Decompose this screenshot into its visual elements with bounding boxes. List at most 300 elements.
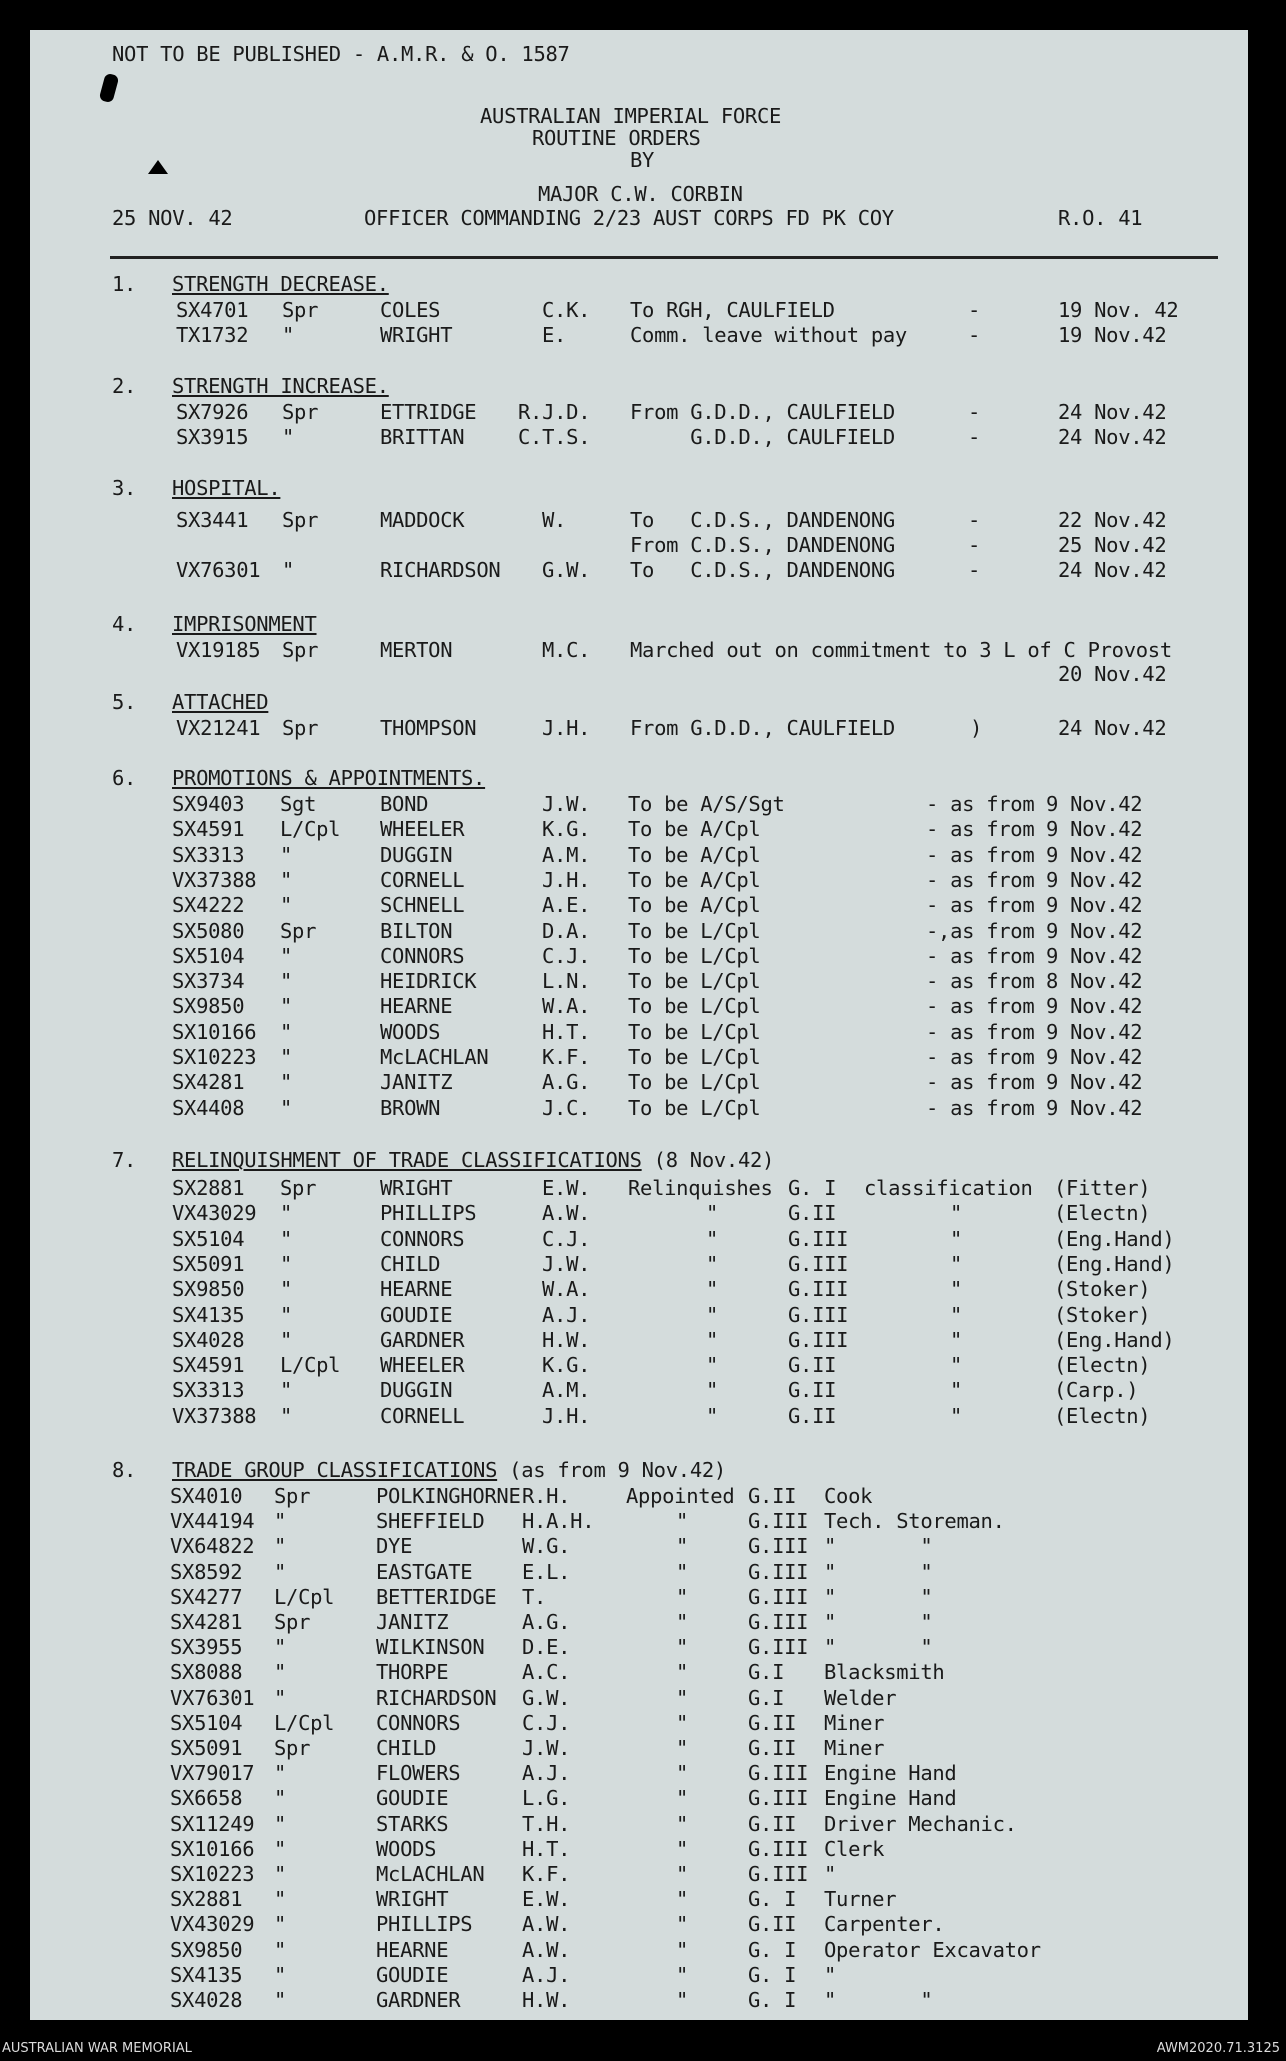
service-number: VX79017 xyxy=(170,1761,255,1786)
effective-date: 24 Nov.42 xyxy=(1058,400,1167,424)
section-title: HOSPITAL. xyxy=(172,476,281,500)
service-number: SX4277 xyxy=(170,1584,243,1609)
surname: GOUDIE xyxy=(376,1786,449,1811)
initials: M.C. xyxy=(542,638,591,662)
classification-word: " xyxy=(950,1251,963,1276)
initials: A.G. xyxy=(522,1610,571,1634)
service-number: SX5091 xyxy=(172,1251,245,1276)
unit-line: OFFICER COMMANDING 2/23 AUST CORPS FD PK COY xyxy=(364,206,894,230)
surname: GARDNER xyxy=(380,1327,465,1352)
trade-grade: G.II xyxy=(788,1378,837,1403)
as-from: - as from xyxy=(926,817,1035,842)
surname: MADDOCK xyxy=(380,508,465,532)
initials: A.W. xyxy=(522,1912,571,1937)
rank: " xyxy=(280,1095,293,1120)
appointment-action: " xyxy=(676,1610,689,1634)
section-number: 8. xyxy=(112,1458,137,1482)
trade: Turner xyxy=(824,1887,897,1912)
trade-grade: G.III xyxy=(748,1610,809,1634)
classification-word: " xyxy=(950,1277,963,1302)
rank: L/Cpl xyxy=(274,1584,335,1609)
surname: BRITTAN xyxy=(380,425,465,449)
rank: " xyxy=(274,1912,287,1937)
rank: Sgt xyxy=(280,792,317,816)
initials: K.G. xyxy=(542,817,591,842)
relinquish-action: " xyxy=(706,1353,719,1378)
appointment-detail: To be A/Cpl xyxy=(628,867,761,892)
trade-grade: G.III xyxy=(788,1226,849,1251)
effective-date: 9 Nov.42 xyxy=(1046,817,1143,842)
trade-grade: G.III xyxy=(748,1862,809,1886)
surname: McLACHLAN xyxy=(380,1045,489,1069)
punch-hole xyxy=(99,73,120,104)
appointment-action: Appointed xyxy=(626,1484,735,1508)
surname: CONNORS xyxy=(376,1710,461,1735)
dash: - xyxy=(968,400,981,424)
trade: (Carp.) xyxy=(1054,1378,1139,1403)
surname: HEARNE xyxy=(376,1937,449,1962)
initials: R.J.D. xyxy=(518,400,591,424)
surname: CHILD xyxy=(376,1736,437,1760)
initials: C.K. xyxy=(542,298,591,322)
trade: Miner xyxy=(824,1736,885,1760)
service-number: SX9850 xyxy=(172,994,245,1019)
surname: CONNORS xyxy=(380,943,465,968)
rank: " xyxy=(274,1761,287,1786)
surname: BOND xyxy=(380,792,429,816)
rank: " xyxy=(282,425,295,449)
initials: J.C. xyxy=(542,1095,591,1120)
section-heading xyxy=(172,766,485,790)
as-from: - as from xyxy=(926,943,1035,968)
section-heading xyxy=(172,272,389,296)
section-title: STRENGTH INCREASE. xyxy=(172,374,389,398)
rank: " xyxy=(280,1378,293,1403)
appointment-action: " xyxy=(676,1988,689,2012)
title-line: MAJOR C.W. CORBIN xyxy=(538,182,743,206)
service-number: SX5091 xyxy=(170,1736,243,1760)
service-number: SX9850 xyxy=(172,1277,245,1302)
initials: C.T.S. xyxy=(518,425,591,449)
surname: SCHNELL xyxy=(380,893,465,918)
surname: HEARNE xyxy=(380,1277,453,1302)
section-number: 5. xyxy=(112,690,137,714)
surname: GOUDIE xyxy=(376,1962,449,1987)
as-from: - as from xyxy=(926,1045,1035,1069)
rank: " xyxy=(274,1534,287,1559)
section-number: 2. xyxy=(112,374,137,398)
initials: D.E. xyxy=(522,1635,571,1660)
appointment-action: " xyxy=(676,1509,689,1534)
initials: L.N. xyxy=(542,969,591,994)
order-number: R.O. 41 xyxy=(1058,206,1143,230)
effective-date: 9 Nov.42 xyxy=(1046,918,1143,943)
appointment-detail: To be A/Cpl xyxy=(628,817,761,842)
trade-grade: G.III xyxy=(788,1251,849,1276)
rank: " xyxy=(280,1327,293,1352)
appointment-detail: To be L/Cpl xyxy=(628,1045,761,1069)
surname: GARDNER xyxy=(376,1988,461,2012)
initials: A.E. xyxy=(542,893,591,918)
section-number: 1. xyxy=(112,272,137,296)
appointment-detail: To be A/Cpl xyxy=(628,893,761,918)
as-from: - as from xyxy=(926,969,1035,994)
surname: WHEELER xyxy=(380,1353,465,1378)
initials: J.W. xyxy=(542,792,591,816)
surname: THOMPSON xyxy=(380,716,477,740)
rank: " xyxy=(274,1811,287,1836)
trade: Engine Hand xyxy=(824,1761,957,1786)
rank: " xyxy=(280,1226,293,1251)
trade: Carpenter. xyxy=(824,1912,945,1937)
initials: W.A. xyxy=(542,1277,591,1302)
section-note: (as from 9 Nov.42) xyxy=(497,1458,726,1482)
rank: L/Cpl xyxy=(280,817,341,842)
service-number: TX1732 xyxy=(176,323,249,347)
surname: JANITZ xyxy=(376,1610,449,1634)
trade: " " xyxy=(824,1584,933,1609)
initials: A.G. xyxy=(542,1070,591,1095)
service-number: VX43029 xyxy=(170,1912,255,1937)
effective-date: 24 Nov.42 xyxy=(1058,558,1167,582)
rank: L/Cpl xyxy=(280,1353,341,1378)
rank: Spr xyxy=(282,508,319,532)
appointment-action: " xyxy=(676,1862,689,1886)
surname: EASTGATE xyxy=(376,1559,473,1584)
service-number: SX4701 xyxy=(176,298,249,322)
initials: A.J. xyxy=(522,1761,571,1786)
order-date: 25 NOV. 42 xyxy=(112,206,233,230)
as-from: - as from xyxy=(926,1019,1035,1044)
rank: " xyxy=(280,943,293,968)
service-number: VX19185 xyxy=(176,638,261,662)
service-number: SX4028 xyxy=(172,1327,245,1352)
service-number: SX5080 xyxy=(172,918,245,943)
section-number: 7. xyxy=(112,1148,137,1172)
initials: A.C. xyxy=(522,1660,571,1685)
trade-grade: G.II xyxy=(748,1710,797,1735)
effective-date: 9 Nov.42 xyxy=(1046,1095,1143,1120)
surname: RICHARDSON xyxy=(380,558,501,582)
trade: (Stoker) xyxy=(1054,1277,1151,1302)
appointment-action: " xyxy=(676,1836,689,1861)
surname: WOODS xyxy=(380,1019,441,1044)
surname: POLKINGHORNE xyxy=(376,1484,521,1508)
effective-date: 9 Nov.42 xyxy=(1046,994,1143,1019)
surname: SHEFFIELD xyxy=(376,1509,485,1534)
section-title: STRENGTH DECREASE. xyxy=(172,272,389,296)
initials: A.J. xyxy=(522,1962,571,1987)
dash: - xyxy=(968,533,981,557)
initials: E.W. xyxy=(542,1176,591,1200)
surname: COLES xyxy=(380,298,441,322)
service-number: SX9403 xyxy=(172,792,245,816)
relinquish-action: Relinquishes xyxy=(628,1176,773,1200)
service-number: SX4591 xyxy=(172,817,245,842)
service-number: SX10223 xyxy=(172,1045,257,1069)
trade: (Fitter) xyxy=(1054,1176,1151,1200)
relinquish-action: " xyxy=(706,1327,719,1352)
dash: - xyxy=(968,323,981,347)
surname: CHILD xyxy=(380,1251,441,1276)
rank: Spr xyxy=(282,298,319,322)
appointment-detail: To be L/Cpl xyxy=(628,918,761,943)
as-from: - as from xyxy=(926,1070,1035,1095)
rank: " xyxy=(274,1862,287,1886)
initials: A.J. xyxy=(542,1302,591,1327)
trade: Cook xyxy=(824,1484,873,1508)
service-number: SX4028 xyxy=(170,1988,243,2012)
appointment-action: " xyxy=(676,1559,689,1584)
section-title: RELINQUISHMENT OF TRADE CLASSIFICATIONS xyxy=(172,1148,642,1172)
title-line: BY xyxy=(630,148,655,172)
initials: J.H. xyxy=(542,716,591,740)
trade-grade: G.III xyxy=(788,1277,849,1302)
rank: " xyxy=(282,323,295,347)
service-number: SX4010 xyxy=(170,1484,243,1508)
rank: " xyxy=(274,1937,287,1962)
service-number: SX5104 xyxy=(172,943,245,968)
surname: WOODS xyxy=(376,1836,437,1861)
rank: " xyxy=(274,1509,287,1534)
trade: Engine Hand xyxy=(824,1786,957,1811)
section-heading xyxy=(172,1148,774,1172)
trade: Tech. Storeman. xyxy=(824,1509,1005,1534)
trade-grade: G.III xyxy=(748,1635,809,1660)
trade-grade: G.II xyxy=(748,1736,797,1760)
trade-grade: G.III xyxy=(748,1509,809,1534)
appointment-action: " xyxy=(676,1786,689,1811)
trade-grade: G.III xyxy=(748,1836,809,1861)
rank: " xyxy=(274,1635,287,1660)
initials: K.F. xyxy=(542,1045,591,1069)
rank: " xyxy=(280,1251,293,1276)
section-number: 6. xyxy=(112,766,137,790)
surname: RICHARDSON xyxy=(376,1685,497,1710)
surname: DYE xyxy=(376,1534,413,1559)
appointment-detail: To be L/Cpl xyxy=(628,969,761,994)
movement-detail: To RGH, CAULFIELD xyxy=(630,298,835,322)
relinquish-action: " xyxy=(706,1226,719,1251)
rank: " xyxy=(280,1277,293,1302)
effective-date: 9 Nov.42 xyxy=(1046,943,1143,968)
service-number: VX76301 xyxy=(176,558,261,582)
rank: " xyxy=(280,867,293,892)
service-number: SX4135 xyxy=(170,1962,243,1987)
rank: " xyxy=(280,1045,293,1069)
trade: (Electn) xyxy=(1054,1353,1151,1378)
section-note: (8 Nov.42) xyxy=(641,1148,775,1172)
appointment-action: " xyxy=(676,1761,689,1786)
trade: Blacksmith xyxy=(824,1660,945,1685)
initials: A.W. xyxy=(522,1937,571,1962)
trade: Welder xyxy=(824,1685,897,1710)
trade-grade: G. I xyxy=(748,1962,797,1987)
trade: " " xyxy=(824,1534,933,1559)
initials: W.A. xyxy=(542,994,591,1019)
classification-word: " xyxy=(950,1226,963,1251)
initials: A.W. xyxy=(542,1201,591,1226)
movement-detail: To C.D.S., DANDENONG xyxy=(630,508,895,532)
initials: K.F. xyxy=(522,1862,571,1886)
rank: " xyxy=(280,893,293,918)
effective-date: 22 Nov.42 xyxy=(1058,508,1167,532)
surname: FLOWERS xyxy=(376,1761,461,1786)
surname: JANITZ xyxy=(380,1070,453,1095)
title-line: AUSTRALIAN IMPERIAL FORCE xyxy=(480,104,782,128)
relinquish-action: " xyxy=(706,1403,719,1428)
surname: WILKINSON xyxy=(376,1635,485,1660)
appointment-detail: To be A/S/Sgt xyxy=(628,792,785,816)
surname: HEARNE xyxy=(380,994,453,1019)
classification-word: " xyxy=(950,1378,963,1403)
appointment-detail: To be A/Cpl xyxy=(628,842,761,867)
trade-grade: G.III xyxy=(748,1584,809,1609)
effective-date: 9 Nov.42 xyxy=(1046,1045,1143,1069)
classification-word: " xyxy=(950,1302,963,1327)
as-from: -,as from xyxy=(926,918,1035,943)
rank: " xyxy=(280,1302,293,1327)
rank: " xyxy=(274,1887,287,1912)
rank: " xyxy=(274,1836,287,1861)
trade: (Electn) xyxy=(1054,1403,1151,1428)
rank: " xyxy=(274,1685,287,1710)
section-heading xyxy=(172,690,268,714)
movement-detail: From G.D.D., CAULFIELD xyxy=(630,400,895,424)
classification-word: " xyxy=(950,1403,963,1428)
appointment-action: " xyxy=(676,1584,689,1609)
initials: C.J. xyxy=(522,1710,571,1735)
movement-detail: To C.D.S., DANDENONG xyxy=(630,558,895,582)
classification-word: " xyxy=(950,1353,963,1378)
initials: A.M. xyxy=(542,1378,591,1403)
appointment-action: " xyxy=(676,1534,689,1559)
service-number: SX4281 xyxy=(172,1070,245,1095)
as-from: - as from xyxy=(926,867,1035,892)
trade-grade: G.II xyxy=(748,1912,797,1937)
as-from: - as from xyxy=(926,994,1035,1019)
initials: A.M. xyxy=(542,842,591,867)
section-heading xyxy=(172,612,317,636)
relinquish-action: " xyxy=(706,1277,719,1302)
restriction-notice: NOT TO BE PUBLISHED - A.M.R. & O. 1587 xyxy=(112,42,570,66)
trade: " " xyxy=(824,1610,933,1634)
surname: BETTERIDGE xyxy=(376,1584,497,1609)
surname: CORNELL xyxy=(380,867,465,892)
classification-word: " xyxy=(950,1327,963,1352)
effective-date: 9 Nov.42 xyxy=(1046,792,1143,816)
trade-grade: G.I xyxy=(748,1660,785,1685)
trade: " " xyxy=(824,1559,933,1584)
effective-date: 9 Nov.42 xyxy=(1046,1019,1143,1044)
effective-date: 19 Nov. 42 xyxy=(1058,298,1179,322)
service-number: SX3915 xyxy=(176,425,249,449)
trade: (Eng.Hand) xyxy=(1054,1251,1175,1276)
service-number: VX44194 xyxy=(170,1509,255,1534)
surname: DUGGIN xyxy=(380,842,453,867)
rank: Spr xyxy=(282,716,319,740)
movement-detail: From G.D.D., CAULFIELD xyxy=(630,716,895,740)
trade-grade: G. I xyxy=(788,1176,837,1200)
service-number: SX10223 xyxy=(170,1862,255,1886)
initials: T.H. xyxy=(522,1811,571,1836)
initials: W. xyxy=(542,508,567,532)
trade-grade: G. I xyxy=(748,1887,797,1912)
section-number: 4. xyxy=(112,612,137,636)
punch-hole xyxy=(148,160,168,174)
movement-detail: G.D.D., CAULFIELD xyxy=(630,425,895,449)
document-page xyxy=(30,30,1248,2020)
surname: WRIGHT xyxy=(376,1887,449,1912)
trade: (Eng.Hand) xyxy=(1054,1226,1175,1251)
trade: " " xyxy=(824,1988,933,2012)
appointment-action: " xyxy=(676,1811,689,1836)
service-number: VX76301 xyxy=(170,1685,255,1710)
archive-reference: AWM2020.71.3125 xyxy=(1156,2041,1280,2056)
trade-grade: G.III xyxy=(748,1534,809,1559)
appointment-action: " xyxy=(676,1962,689,1987)
service-number: SX4408 xyxy=(172,1095,245,1120)
surname: BROWN xyxy=(380,1095,441,1120)
service-number: VX21241 xyxy=(176,716,261,740)
appointment-action: " xyxy=(676,1635,689,1660)
relinquish-action: " xyxy=(706,1201,719,1226)
initials: J.W. xyxy=(522,1736,571,1760)
service-number: SX4222 xyxy=(172,893,245,918)
initials: J.H. xyxy=(542,867,591,892)
surname: WRIGHT xyxy=(380,323,453,347)
initials: H.W. xyxy=(522,1988,571,2012)
appointment-action: " xyxy=(676,1912,689,1937)
initials: R.H. xyxy=(522,1484,571,1508)
initials: G.W. xyxy=(542,558,591,582)
service-number: SX9850 xyxy=(170,1937,243,1962)
initials: H.W. xyxy=(542,1327,591,1352)
service-number: SX3313 xyxy=(172,1378,245,1403)
title-line: ROUTINE ORDERS xyxy=(532,126,701,150)
trade-grade: G.III xyxy=(788,1327,849,1352)
surname: McLACHLAN xyxy=(376,1862,485,1886)
archive-credit: AUSTRALIAN WAR MEMORIAL xyxy=(2,2041,192,2056)
surname: CONNORS xyxy=(380,1226,465,1251)
initials: K.G. xyxy=(542,1353,591,1378)
trade-grade: G.III xyxy=(788,1302,849,1327)
appointment-action: " xyxy=(676,1660,689,1685)
surname: THORPE xyxy=(376,1660,449,1685)
service-number: SX3734 xyxy=(172,969,245,994)
service-number: SX8088 xyxy=(170,1660,243,1685)
movement-detail: From C.D.S., DANDENONG xyxy=(630,533,895,557)
initials: G.W. xyxy=(522,1685,571,1710)
appointment-detail: To be L/Cpl xyxy=(628,943,761,968)
as-from: - as from xyxy=(926,792,1035,816)
rank: " xyxy=(280,1019,293,1044)
initials: E.W. xyxy=(522,1887,571,1912)
service-number: SX3441 xyxy=(176,508,249,532)
trade-grade: G.II xyxy=(788,1353,837,1378)
dash: - xyxy=(968,508,981,532)
section-title: TRADE GROUP CLASSIFICATIONS xyxy=(172,1458,498,1482)
effective-date: 24 Nov.42 xyxy=(1058,716,1167,740)
trade: Miner xyxy=(824,1710,885,1735)
appointment-action: " xyxy=(676,1736,689,1760)
rank: " xyxy=(282,558,295,582)
relinquish-action: " xyxy=(706,1378,719,1403)
trade: Driver Mechanic. xyxy=(824,1811,1017,1836)
surname: MERTON xyxy=(380,638,453,662)
initials: C.J. xyxy=(542,943,591,968)
trade: (Eng.Hand) xyxy=(1054,1327,1175,1352)
